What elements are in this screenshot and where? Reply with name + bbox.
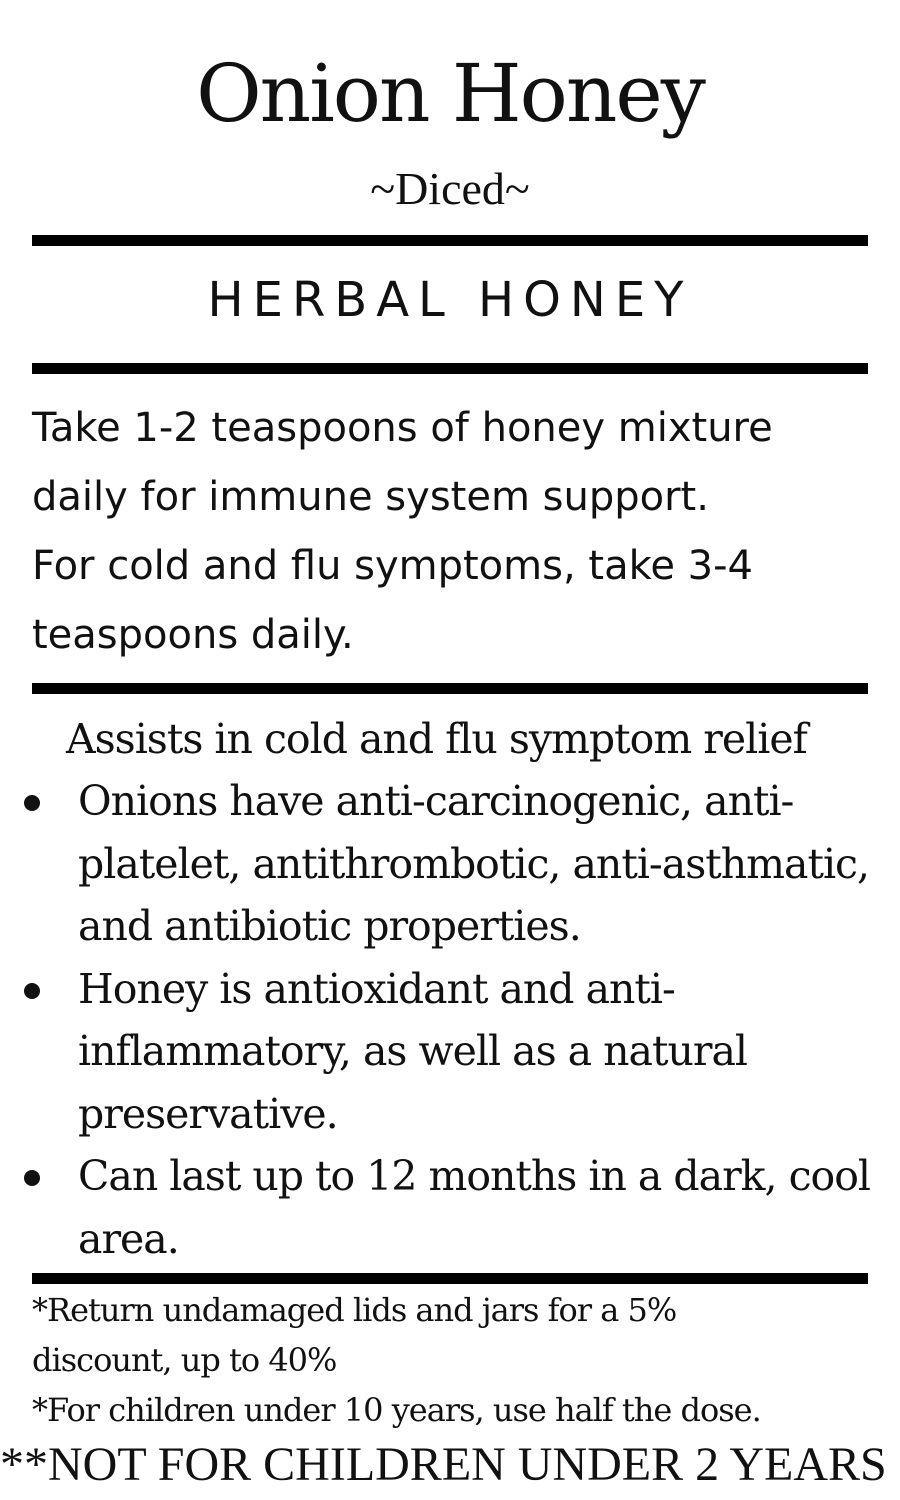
directions-line: Take 1-2 teaspoons of honey mixture bbox=[32, 405, 773, 451]
label-subtitle: ~Diced~ bbox=[370, 163, 530, 214]
benefit-line: platelet, antithrombotic, anti-asthmatic, bbox=[78, 839, 870, 888]
footnote-line: *Return undamaged lids and jars for a 5% bbox=[32, 1291, 677, 1329]
directions-text bbox=[32, 394, 892, 670]
benefit-line: preservative. bbox=[78, 1089, 338, 1138]
directions-line: teaspoons daily. bbox=[32, 612, 354, 658]
benefit-line: Can last up to 12 months in a dark, cool bbox=[78, 1152, 871, 1200]
bullet-icon bbox=[24, 1170, 40, 1186]
directions-line: For cold and flu symptoms, take 3-4 bbox=[32, 543, 753, 589]
benefits-list bbox=[0, 770, 900, 1270]
footnote-line: discount, up to 40% bbox=[32, 1341, 337, 1379]
label-title: Onion Honey bbox=[196, 47, 704, 140]
footnotes bbox=[32, 1285, 892, 1435]
benefit-line: Onions have anti-carcinogenic, anti- bbox=[78, 777, 794, 825]
divider-rule bbox=[32, 683, 868, 694]
footnote-line: *For children under 10 years, use half the dose. bbox=[32, 1391, 761, 1429]
divider-rule bbox=[32, 1273, 868, 1284]
section-heading: HERBAL HONEY bbox=[207, 272, 693, 328]
age-warning: **NOT FOR CHILDREN UNDER 2 YEARS bbox=[0, 1438, 887, 1491]
benefit-item bbox=[0, 958, 900, 1146]
directions-line: daily for immune system support. bbox=[32, 474, 709, 520]
benefit-line: and antibiotic properties. bbox=[78, 902, 581, 950]
bullet-icon bbox=[24, 983, 40, 999]
divider-rule bbox=[32, 235, 868, 246]
benefit-item bbox=[0, 1145, 900, 1270]
benefit-line: area. bbox=[78, 1214, 179, 1263]
benefits-heading: Assists in cold and flu symptom relief bbox=[66, 715, 807, 763]
benefit-line: inflammatory, as well as a natural bbox=[78, 1027, 748, 1075]
benefit-item bbox=[0, 770, 900, 958]
divider-rule bbox=[32, 363, 868, 374]
bullet-icon bbox=[24, 795, 40, 811]
benefit-line: Honey is antioxidant and anti- bbox=[78, 964, 675, 1013]
